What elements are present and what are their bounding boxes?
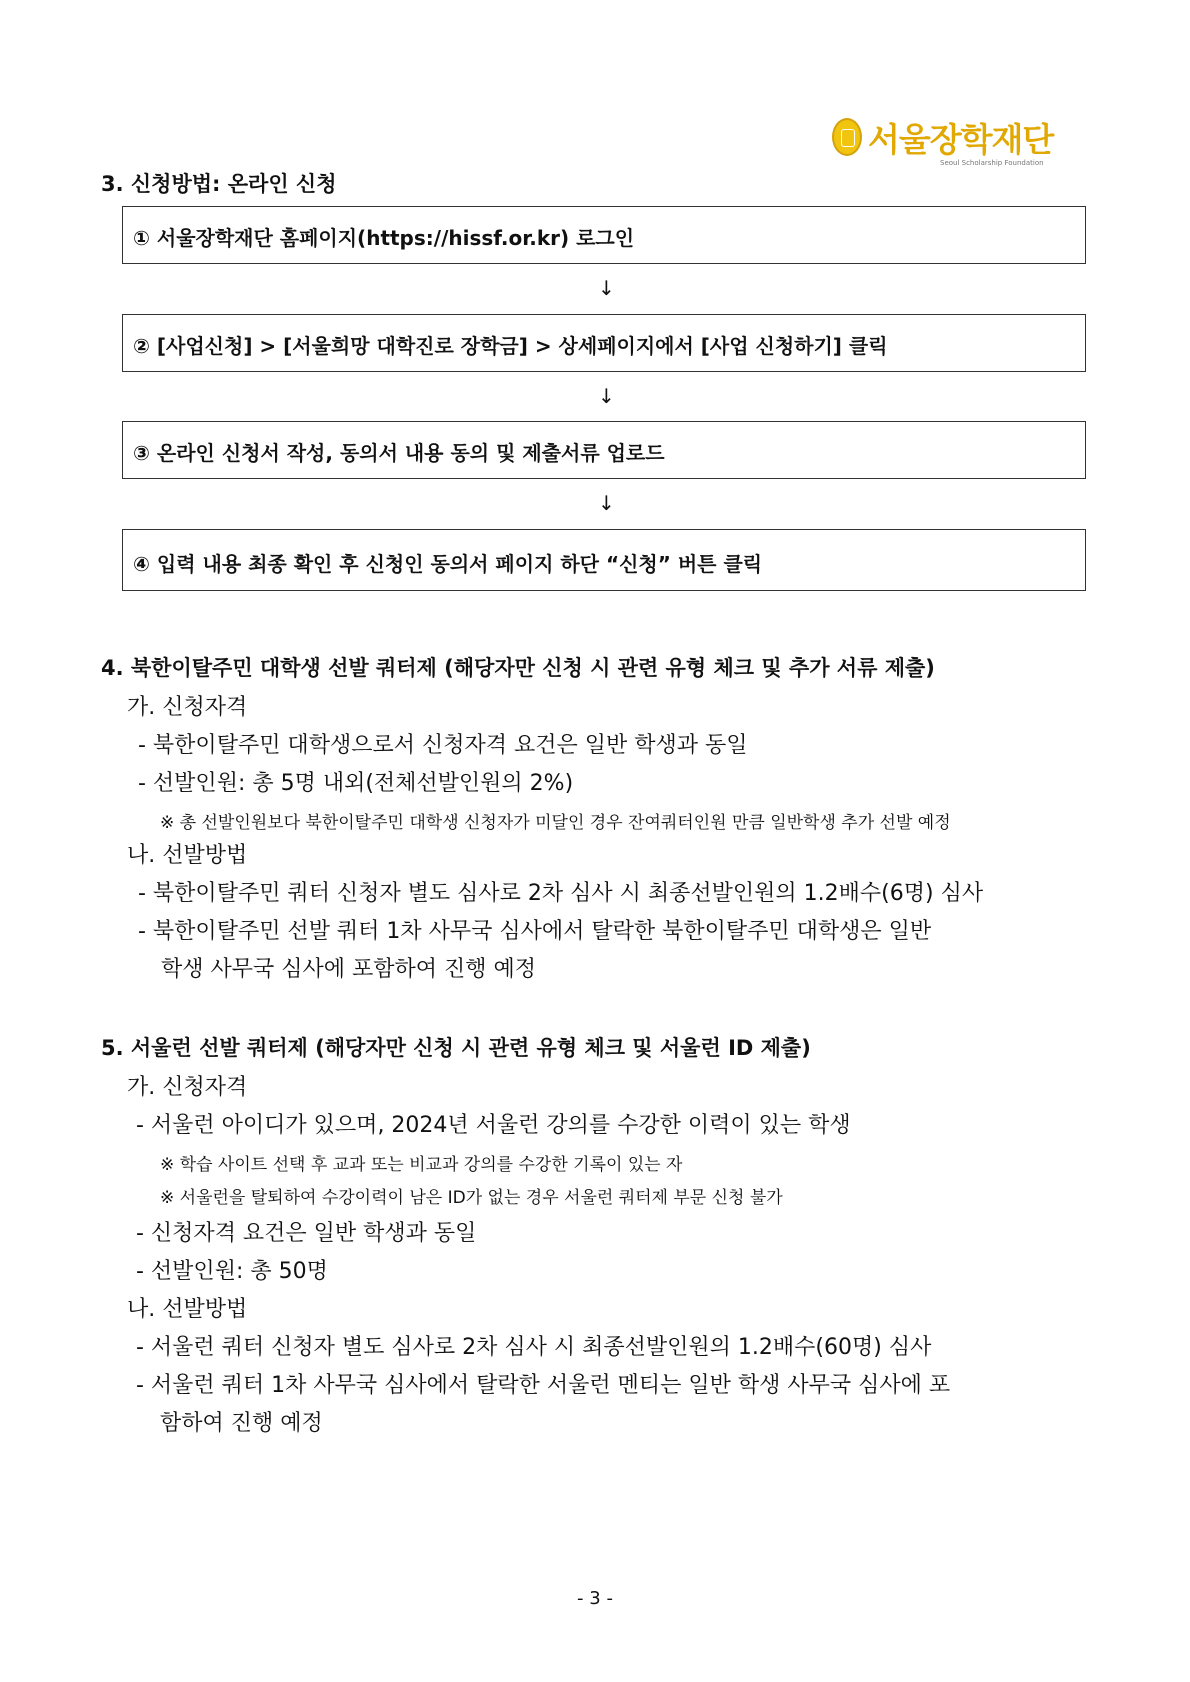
section4-a-title: 가. 신청자격: [127, 695, 248, 720]
section5-a-title: 가. 신청자격: [127, 1075, 248, 1100]
section5-a-note-2: ※ 서울런을 탈퇴하여 수강이력이 남은 ID가 없는 경우 서울런 쿼터제 부문 신청 불가: [160, 1188, 783, 1208]
section5-a-item-2: - 신청자격 요건은 일반 학생과 동일: [136, 1221, 477, 1246]
section4-a-note: ※ 총 선발인원보다 북한이탈주민 대학생 신청자가 미달인 경우 잔여쿼터인원 만큼 일반학생 추가 선발 예정: [160, 813, 951, 833]
step-text-1: ① 서울장학재단 홈페이지(https://hissf.or.kr) 로그인: [133, 226, 635, 250]
arrow-down-icon: ↓: [598, 491, 615, 515]
section4-b-item-2-cont: 학생 사무국 심사에 포함하여 진행 예정: [161, 957, 536, 982]
section5-b-item-2-cont: 함하여 진행 예정: [160, 1411, 323, 1436]
section4-b-item-1: - 북한이탈주민 쿼터 신청자 별도 심사로 2차 심사 시 최종선발인원의 1.2배수(6명) 심사: [138, 881, 984, 906]
step-box-4: [122, 529, 1086, 591]
arrow-down-icon: ↓: [598, 276, 615, 300]
section5-heading: 5. 서울런 선발 쿼터제 (해당자만 신청 시 관련 유형 체크 및 서울런 ID 제출): [101, 1036, 811, 1060]
step-box-3: [122, 421, 1086, 479]
section4-a-item-1: - 북한이탈주민 대학생으로서 신청자격 요건은 일반 학생과 동일: [138, 733, 748, 758]
section4-a-item-2: - 선발인원: 총 5명 내외(전체선발인원의 2%): [138, 771, 574, 796]
logo-text: 서울장학재단: [868, 120, 1054, 159]
arrow-down-icon: ↓: [598, 384, 615, 408]
step-text-3: ③ 온라인 신청서 작성, 동의서 내용 동의 및 제출서류 업로드: [133, 441, 665, 465]
section5-a-item-1: - 서울런 아이디가 있으며, 2024년 서울런 강의를 수강한 이력이 있는 학생: [136, 1113, 851, 1138]
section5-b-title: 나. 선발방법: [127, 1297, 248, 1322]
logo-subtitle: Seoul Scholarship Foundation: [940, 159, 1044, 167]
step-text-2: ② [사업신청] > [서울희망 대학진로 장학금] > 상세페이지에서 [사업 신청하기] 클릭: [133, 334, 888, 358]
section5-a-note-1: ※ 학습 사이트 선택 후 교과 또는 비교과 강의를 수강한 기록이 있는 자: [160, 1155, 683, 1175]
section5-a-item-3: - 선발인원: 총 50명: [136, 1259, 328, 1284]
section4-b-title: 나. 선발방법: [127, 843, 248, 868]
section3-heading: 3. 신청방법: 온라인 신청: [101, 172, 337, 196]
step-text-4: ④ 입력 내용 최종 확인 후 신청인 동의서 페이지 하단 “신청” 버튼 클릭: [133, 552, 763, 576]
page-number: - 3 -: [577, 1588, 613, 1609]
section5-b-item-2: - 서울런 쿼터 1차 사무국 심사에서 탈락한 서울런 멘티는 일반 학생 사무국 심사에 포: [136, 1373, 951, 1398]
section5-b-item-1: - 서울런 쿼터 신청자 별도 심사로 2차 심사 시 최종선발인원의 1.2배수(60명) 심사: [136, 1335, 932, 1360]
step-box-1: [122, 206, 1086, 264]
foundation-logo: [832, 112, 1072, 174]
step-box-2: [122, 314, 1086, 372]
section4-b-item-2: - 북한이탈주민 선발 쿼터 1차 사무국 심사에서 탈락한 북한이탈주민 대학생은 일반: [138, 919, 932, 944]
section4-heading: 4. 북한이탈주민 대학생 선발 쿼터제 (해당자만 신청 시 관련 유형 체크 및 추가 서류 제출): [101, 656, 935, 680]
seal-icon: [832, 118, 862, 156]
